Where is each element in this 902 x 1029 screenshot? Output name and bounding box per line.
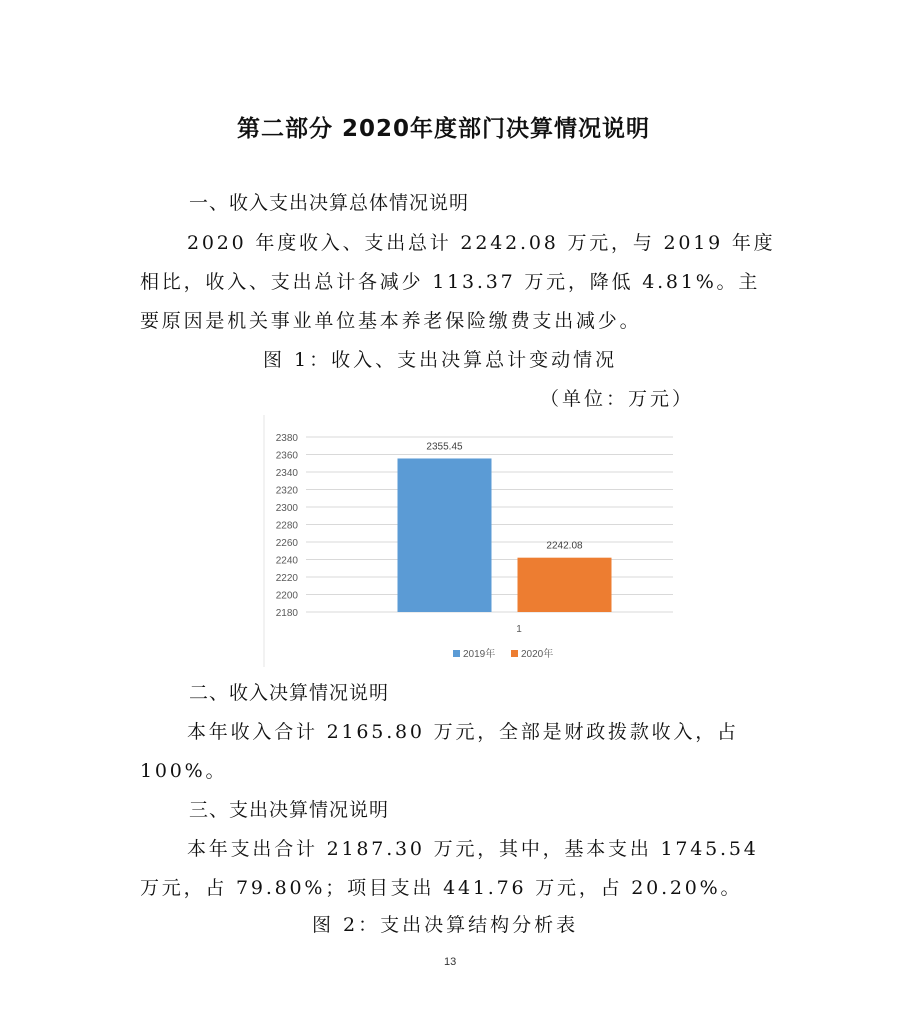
y-tick-label: 2300: [275, 503, 298, 514]
legend-label: 2019年: [463, 649, 496, 660]
y-tick-label: 2360: [275, 450, 298, 462]
y-tick-label: 2380: [275, 433, 298, 444]
bar-2020年: [518, 558, 612, 612]
y-tick-label: 2260: [275, 538, 298, 549]
legend-swatch: [453, 650, 460, 657]
section-1-line-1: 2020 年度收入、支出总计 2242.08 万元，与 2019 年度: [187, 232, 776, 254]
y-tick-label: 2180: [275, 608, 298, 619]
legend-label: 2020年: [521, 649, 554, 660]
section-2-heading: 二、收入决算情况说明: [189, 682, 390, 704]
figure-1-unit: （单位：万元）: [540, 388, 695, 410]
section-2-line-2: 100%。: [140, 760, 228, 782]
y-tick-label: 2340: [275, 468, 298, 479]
bar-2019年: [398, 458, 492, 612]
section-3-line-1: 本年支出合计 2187.30 万元，其中，基本支出 1745.54: [187, 838, 759, 860]
section-1-line-3: 要原因是机关事业单位基本养老保险缴费支出减少。: [140, 310, 642, 332]
y-tick-label: 2240: [275, 555, 298, 567]
figure-2-caption: 图 2：支出决算结构分析表: [312, 914, 579, 936]
data-label: 2242.08: [546, 540, 583, 552]
page-title: 第二部分 2020年度部门决算情况说明: [237, 116, 651, 142]
y-tick-label: 2320: [275, 485, 298, 497]
y-tick-label: 2200: [275, 590, 298, 602]
section-3-heading: 三、支出决算情况说明: [189, 799, 390, 821]
section-1-line-2: 相比，收入、支出总计各减少 113.37 万元，降低 4.81%。主: [140, 271, 761, 293]
x-category-label: 1: [516, 624, 522, 635]
y-tick-label: 2280: [275, 520, 298, 532]
legend-swatch: [511, 650, 518, 657]
section-2-line-1: 本年收入合计 2165.80 万元，全部是财政拨款收入，占: [187, 721, 739, 743]
section-3-line-2: 万元，占 79.80%；项目支出 441.76 万元，占 20.20%。: [140, 877, 743, 899]
section-1-heading: 一、收入支出决算总体情况说明: [189, 192, 470, 214]
page-number: 13: [444, 956, 457, 968]
figure-1-caption: 图 1：收入、支出决算总计变动情况: [263, 349, 618, 371]
y-tick-label: 2220: [275, 573, 298, 584]
data-label: 2355.45: [426, 441, 463, 453]
figure-1-chart: [263, 415, 683, 667]
